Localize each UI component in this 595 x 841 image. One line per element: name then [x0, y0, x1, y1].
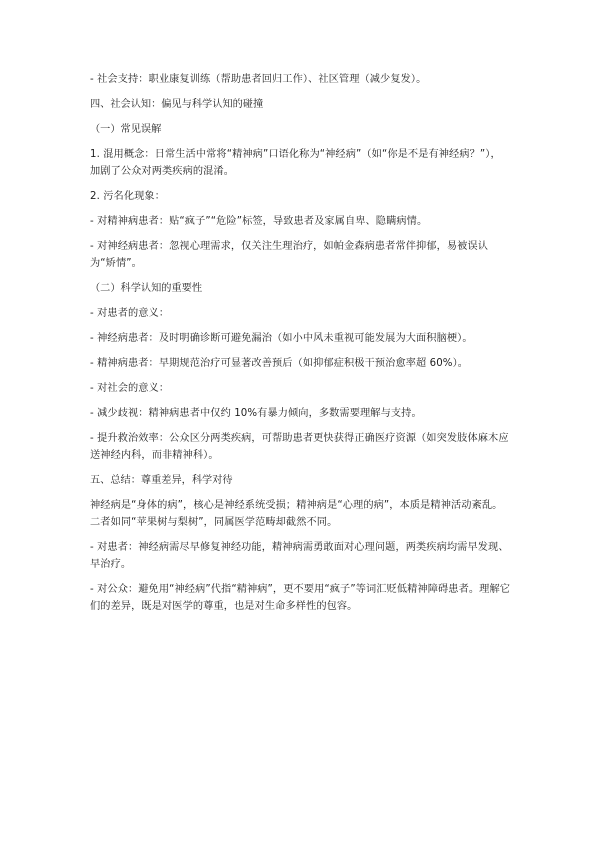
document-body [90, 71, 510, 623]
paragraph-summary-body: 神经病是“身体的病”，核心是神经系统受损；精神病是“心理的病”，本质是精神活动紊乱。二者如同“苹果树与梨树”，同属医学范畴却截然不同。 [90, 500, 503, 528]
subsection-heading-misconceptions: （一）常见误解 [90, 124, 162, 135]
section-heading-social-cognition: 四、社会认知：偏见与科学认知的碰撞 [90, 99, 264, 110]
paragraph-social-support: - 社会支持：职业康复训练（帮助患者回归工作）、社区管理（减少复发）。 [90, 74, 427, 85]
subsection-heading-importance: （二）科学认知的重要性 [90, 283, 203, 294]
paragraph-patient-meaning: - 对患者的意义： [90, 308, 170, 319]
paragraph-stigma-mental: - 对精神病患者：贴“疯子”“危险”标签，导致患者及家属自卑、隐瞒病情。 [90, 216, 428, 227]
paragraph-mixed-concepts: 1. 混用概念：日常生活中常将“精神病”口语化称为“神经病”（如“你是不是有神经病？”），加剧了公众对两类疾病的混淆。 [90, 149, 501, 177]
paragraph-society-meaning: - 对社会的意义： [90, 383, 170, 394]
paragraph-reduce-discrimination: - 减少歧视：精神病患者中仅约 10%有暴力倾向，多数需要理解与支持。 [90, 408, 422, 419]
paragraph-mental-patients: - 精神病患者：早期规范治疗可显著改善预后（如抑郁症积极干预治愈率超 60%）。 [90, 358, 469, 369]
paragraph-improve-efficiency: - 提升救治效率：公众区分两类疾病，可帮助患者更快获得正确医疗资源（如突发肢体麻木应送神经内科，而非精神科）。 [90, 433, 509, 461]
paragraph-for-patients: - 对患者：神经病需尽早修复神经功能，精神病需勇敢面对心理问题，两类疾病均需早发现、早治疗。 [90, 542, 509, 570]
paragraph-for-public: - 对公众：避免用“神经病”代指“精神病”，更不要用“疯子”等词汇贬低精神障碍患者。理解它们的差异，既是对医学的尊重，也是对生命多样性的包容。 [90, 584, 511, 612]
paragraph-neuro-patients: - 神经病患者：及时明确诊断可避免漏治（如小中风未重视可能发展为大面积脑梗）。 [90, 333, 473, 344]
section-heading-summary: 五、总结：尊重差异，科学对待 [90, 475, 233, 486]
paragraph-stigma-title: 2. 污名化现象： [90, 191, 165, 202]
paragraph-stigma-neuro: - 对神经病患者：忽视心理需求，仅关注生理治疗，如帕金森病患者常伴抑郁，易被误认为“矫情”。 [90, 241, 489, 269]
